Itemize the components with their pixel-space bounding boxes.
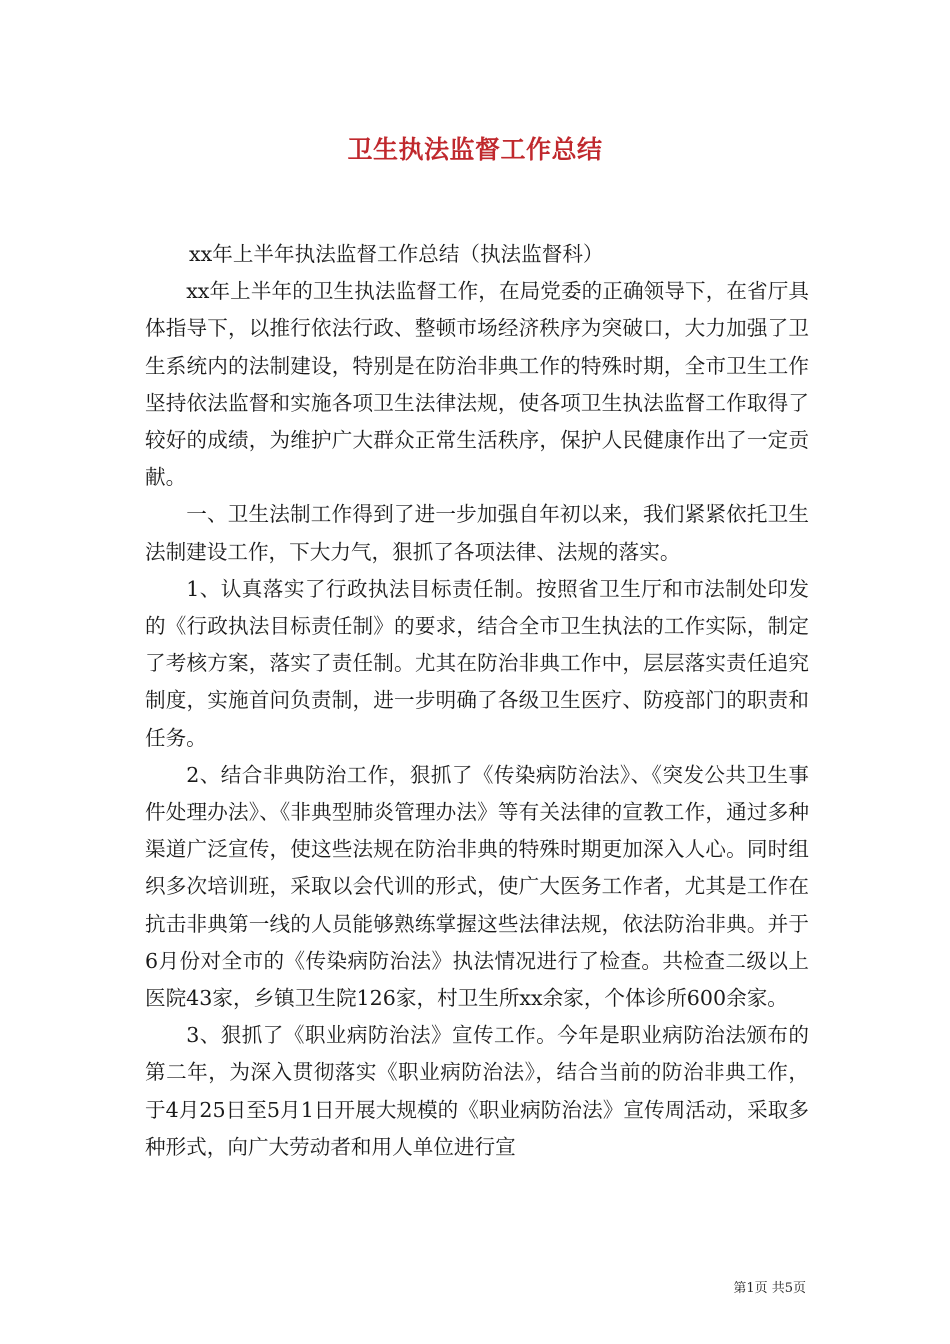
page-number-footer: 第1页 共5页 <box>733 1281 806 1296</box>
paragraph-item-2: 2、结合非典防治工作，狠抓了《传染病防治法》、《突发公共卫生事件处理办法》、《非典型肺炎管理办法》等有关法律的宣教工作，通过多种渠道广泛宣传，使这些法规在防治非典的特殊时期更加深入人心。同时组织多次培训班，采取以会代训的形式，使广大医务工作者，尤其是工作在抗击非典第一线的人员能够熟练掌握这些法律法规，依法防治非典。并于6月份对全市的《传染病防治法》执法情况进行了检查。共检查二级以上医院43家，乡镇卫生院126家，村卫生所xx余家，个体诊所600余家。 <box>145 762 809 1011</box>
document-title: 卫生执法监督工作总结 <box>347 135 603 164</box>
paragraph-section-1: 一、卫生法制工作得到了进一步加强自年初以来，我们紧紧依托卫生法制建设工作，下大力气，狠抓了各项法律、法规的落实。 <box>145 502 809 564</box>
paragraph-item-1: 1、认真落实了行政执法目标责任制。按照省卫生厅和市法制处印发的《行政执法目标责任制》的要求，结合全市卫生执法的工作实际，制定了考核方案，落实了责任制。尤其在防治非典工作中，层层落实责任追究制度，实施首问负责制，进一步明确了各级卫生医疗、防疫部门的职责和任务。 <box>145 576 809 750</box>
document-body <box>145 236 809 1166</box>
paragraph-intro: xx年上半年的卫生执法监督工作，在局党委的正确领导下，在省厅具体指导下，以推行依法行政、整顿市场经济秩序为突破口，大力加强了卫生系统内的法制建设，特别是在防治非典工作的特殊时期，全市卫生工作坚持依法监督和实施各项卫生法律法规，使各项卫生执法监督工作取得了较好的成绩，为维护广大群众正常生活秩序，保护人民健康作出了一定贡献。 <box>145 279 809 490</box>
paragraph-item-3: 3、狠抓了《职业病防治法》宣传工作。今年是职业病防治法颁布的第二年，为深入贯彻落实《职业病防治法》，结合当前的防治非典工作，于4月25日至5月1日开展大规模的《职业病防治法》宣传周活动，采取多种形式，向广大劳动者和用人单位进行宣 <box>145 1023 809 1159</box>
document-subheading: xx年上半年执法监督工作总结（执法监督科） <box>189 242 604 266</box>
